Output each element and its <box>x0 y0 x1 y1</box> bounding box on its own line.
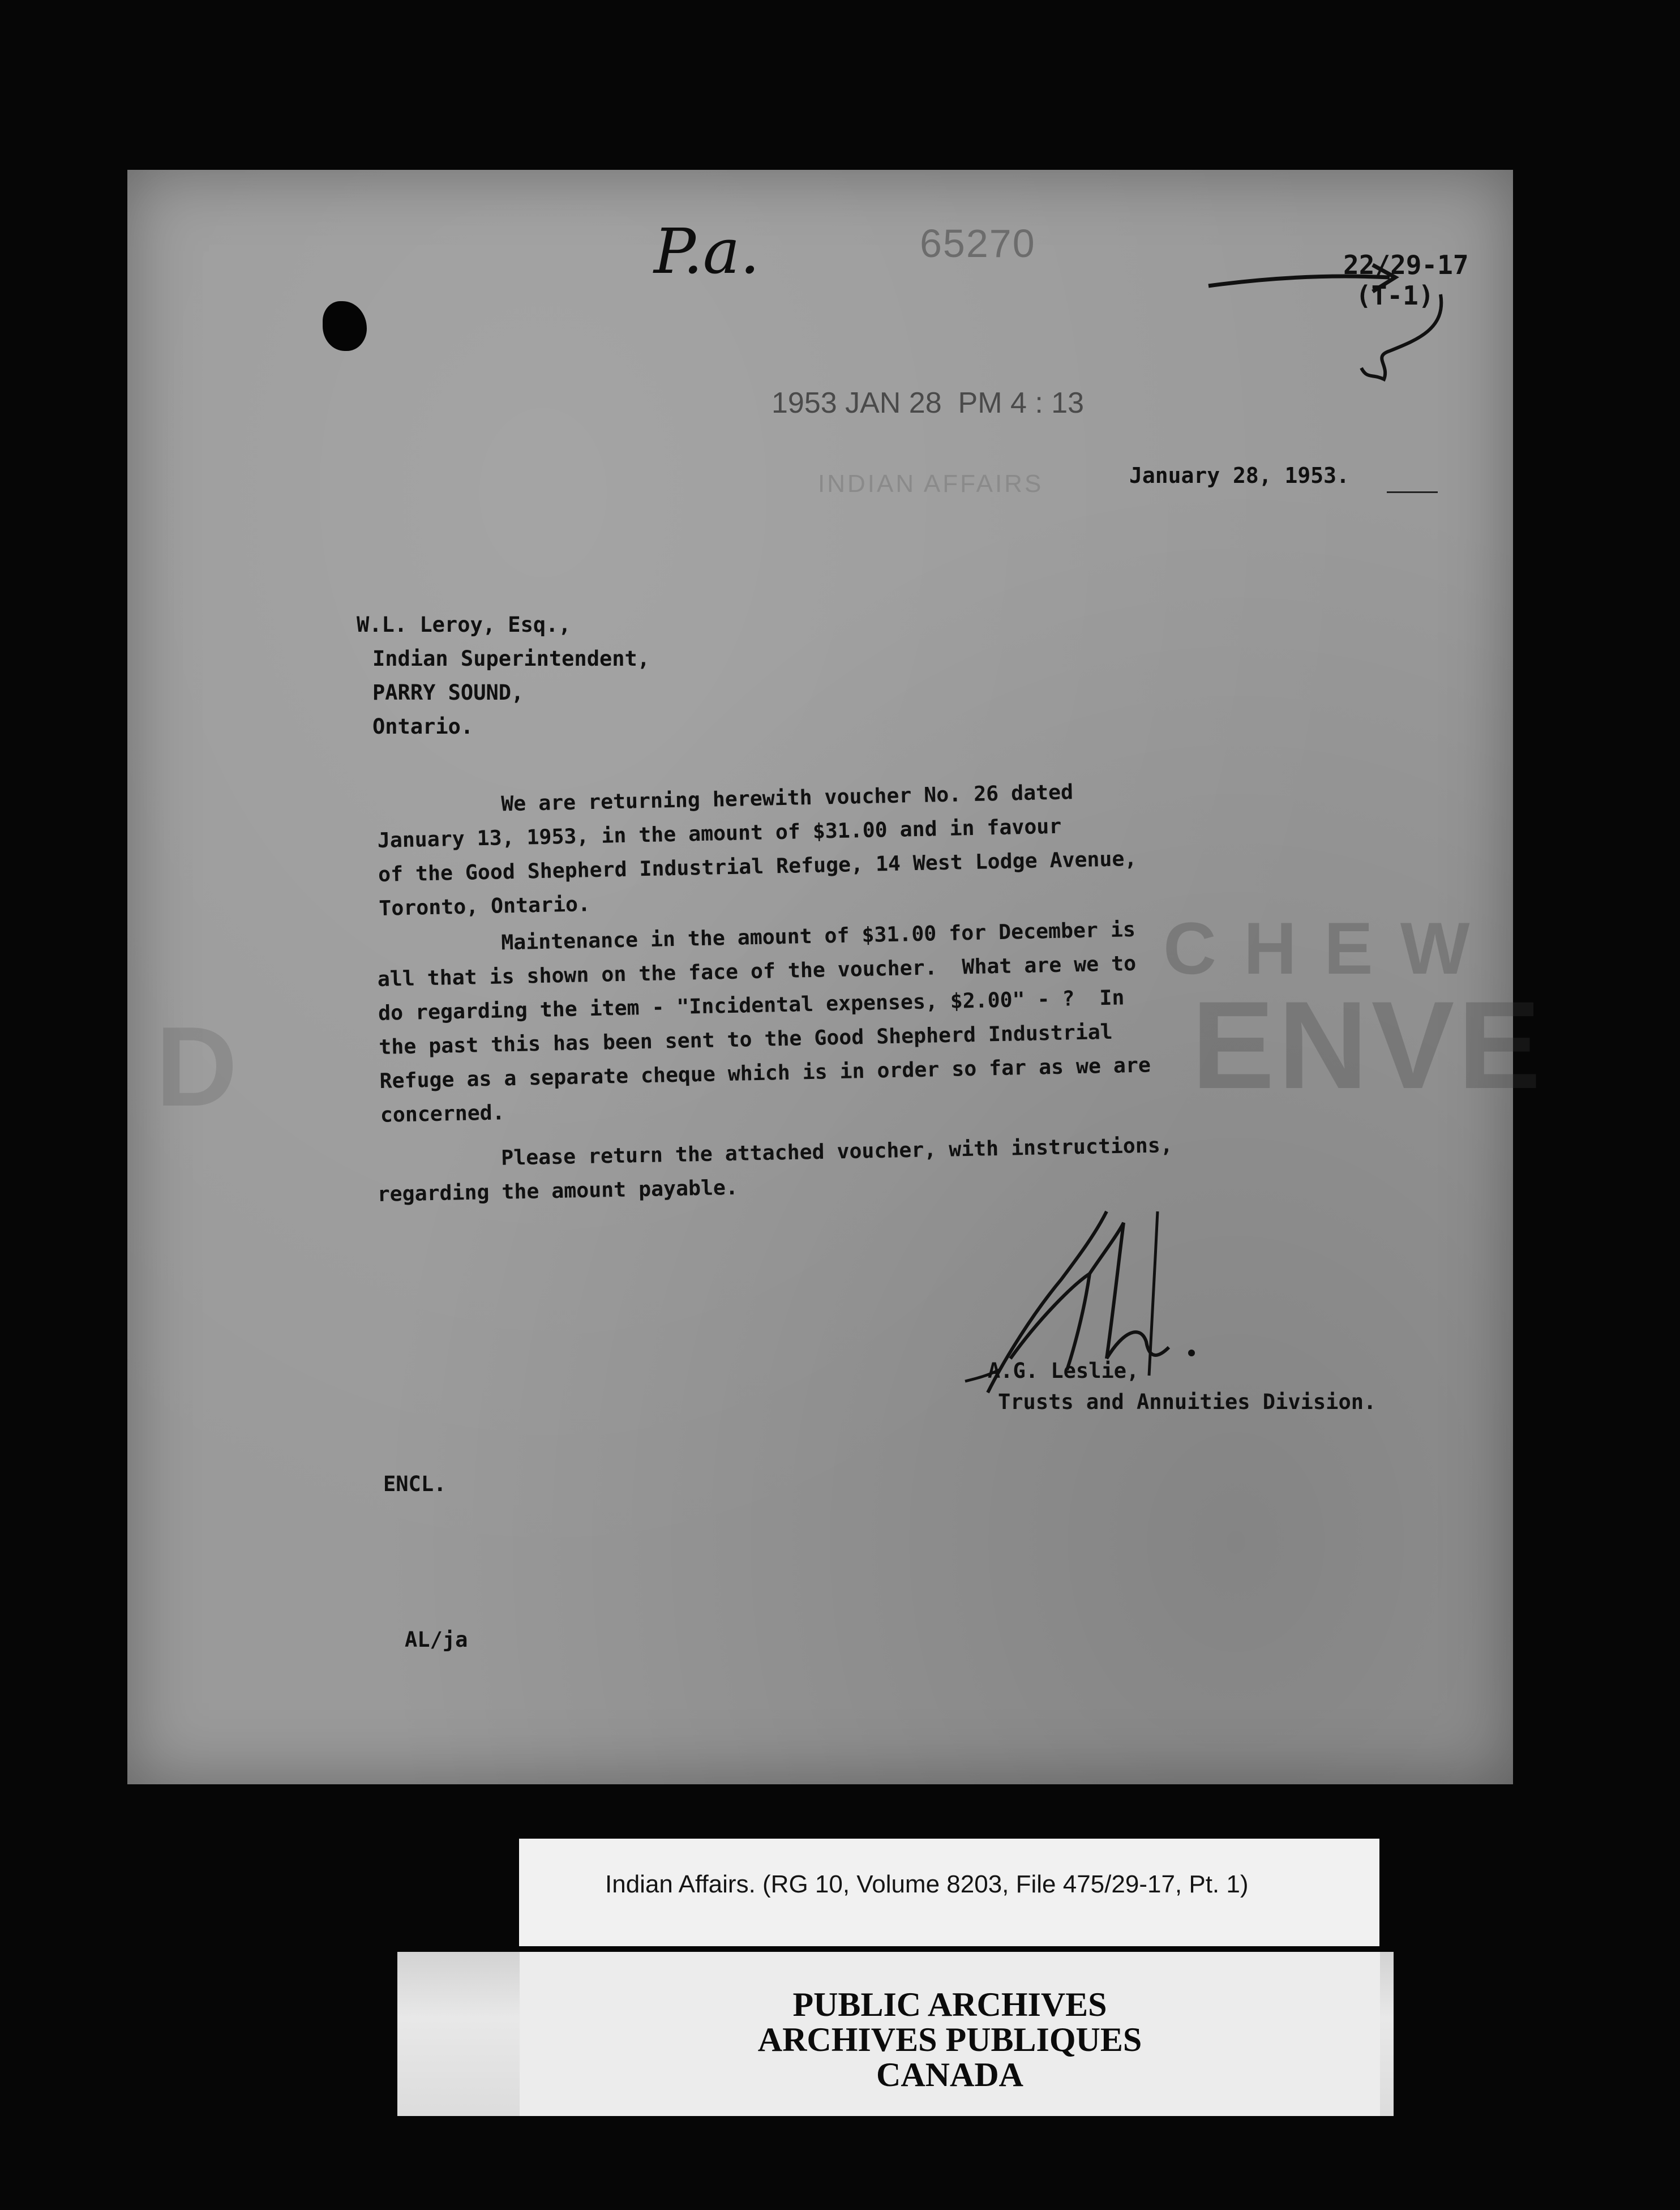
bleed-through-text: ENVE <box>1192 975 1545 1115</box>
enclosure-note: ENCL. <box>383 1472 447 1496</box>
seal-line-public-archives: PUBLIC ARCHIVES <box>792 1986 1107 2023</box>
recipient-title: Indian Superintendent, <box>372 646 650 671</box>
paragraph-3: Please return the attached voucher, with instructions, regarding the amount payable. <box>376 1132 1173 1206</box>
seal-line-archives-publiques: ARCHIVES PUBLIQUES <box>757 2021 1142 2058</box>
received-stamp: 1953 JAN 28 PM 4 : 13 <box>772 387 1085 419</box>
signatory-division: Trusts and Annuities Division. <box>998 1390 1377 1414</box>
seal-line-canada: CANADA <box>876 2056 1023 2093</box>
bleed-through-text: C H E W <box>1163 907 1473 990</box>
serial-number: 65270 <box>920 221 1036 265</box>
recipient-name: W.L. Leroy, Esq., <box>357 613 571 637</box>
recipient-city: PARRY SOUND, <box>372 680 524 705</box>
punch-hole <box>323 301 367 351</box>
typist-initials: AL/ja <box>405 1627 468 1652</box>
letter-sheet <box>127 170 1545 1784</box>
archive-seal-text <box>520 1987 1380 2092</box>
date-underline <box>1387 491 1438 493</box>
letter-date: January 28, 1953. <box>1129 463 1349 488</box>
signatory-name: A.G. Leslie, <box>988 1359 1139 1383</box>
file-reference-line-1: 22/29-17 <box>1343 250 1469 280</box>
handwritten-pa-mark: P.a. <box>654 215 760 288</box>
archive-reference-caption: Indian Affairs. (RG 10, Volume 8203, File 475/29-17, Pt. 1) <box>605 1870 1249 1898</box>
file-reference-line-2: (T-1) <box>1356 280 1434 311</box>
archive-seal-block <box>520 1952 1380 2116</box>
archive-reference-label <box>519 1839 1379 1946</box>
paragraph-2: Maintenance in the amount of $31.00 for December is all that is shown on the face of the voucher. What are we to do regarding the item - "Incidental expenses, $2.00" - ? In the past this has been sent to the Good Shepherd Industrial Refuge as a separate cheque which is in order so far as we are concerned. <box>376 916 1151 1127</box>
paragraph-1: We are returning herewith voucher No. 26 dated January 13, 1953, in the amount of $31.00 and in favour of the Good Shepherd Industrial Refuge, 14 West Lodge Avenue, Toronto, Ontario. <box>376 780 1137 920</box>
stamp-department: INDIAN AFFAIRS <box>818 470 1044 498</box>
bleed-through-text: D <box>156 1004 241 1130</box>
recipient-province: Ontario. <box>372 714 474 739</box>
